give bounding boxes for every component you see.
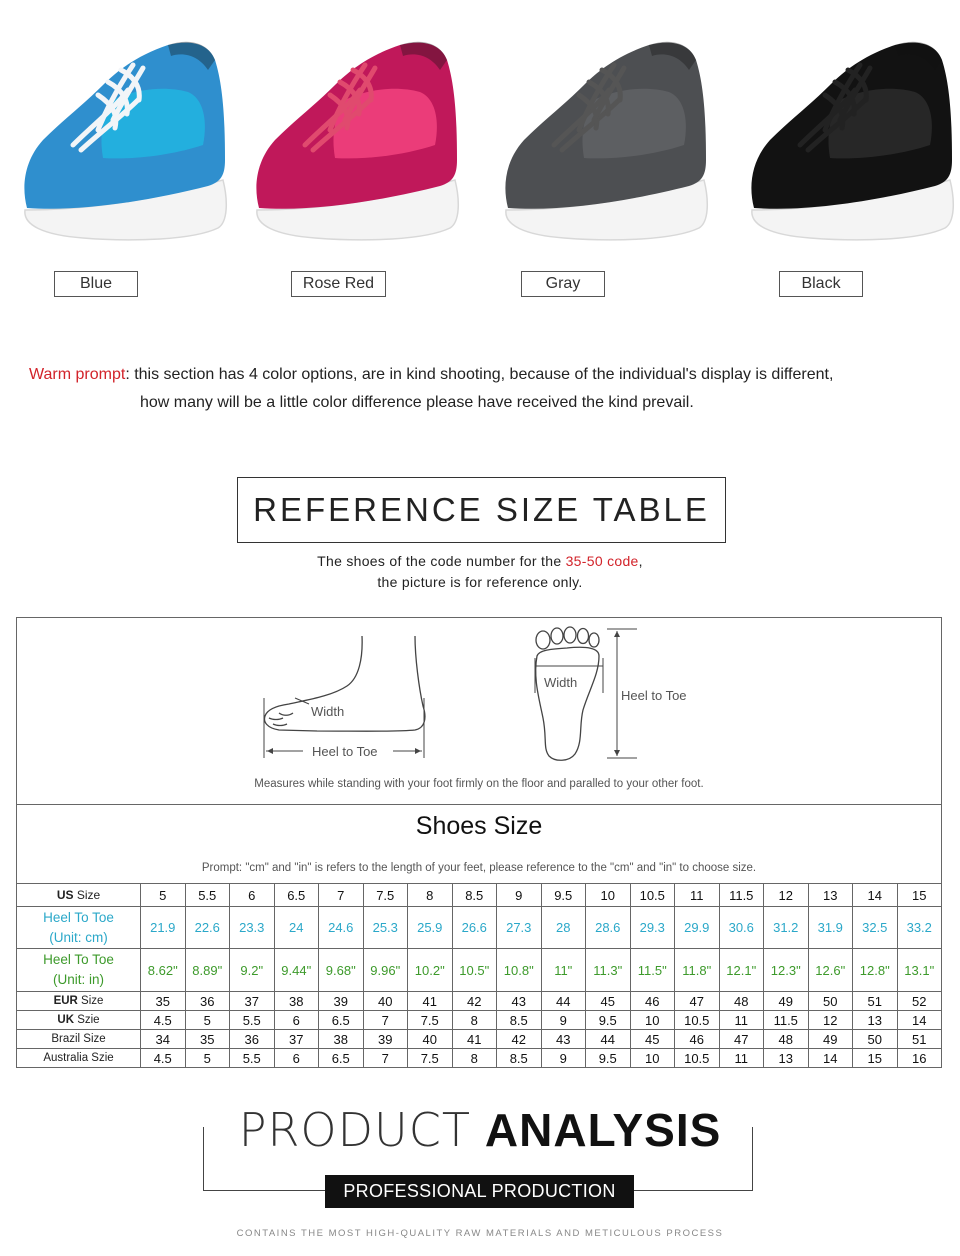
foot-diagram [17, 618, 941, 804]
measure-note: Measures while standing with your foot firmly on the floor and paralled to your other foot. [254, 778, 704, 790]
size-cell: 9 [541, 1049, 586, 1068]
size-cell: 14 [853, 884, 898, 907]
size-cell: 35 [185, 1030, 230, 1049]
size-cell: 9.44" [274, 949, 319, 992]
color-label-gray: Gray [521, 271, 605, 297]
size-cell: 24 [274, 907, 319, 949]
color-label-black: Black [779, 271, 863, 297]
row-heel-toe-in [17, 949, 942, 992]
warm-prompt-label: Warm prompt [29, 366, 126, 383]
size-cell: 10.5" [452, 949, 497, 992]
size-cell: 31.9 [808, 907, 853, 949]
size-cell: 6 [274, 1011, 319, 1030]
reference-code-range: 35-50 code [565, 553, 639, 569]
shoes-size-title: Shoes Size [415, 812, 543, 840]
size-cell: 10.5 [675, 1049, 720, 1068]
reference-sub-b: , [638, 553, 643, 569]
size-cell: 7.5 [408, 1011, 453, 1030]
size-cell: 7 [363, 1011, 408, 1030]
size-cell: 38 [319, 1030, 364, 1049]
cm-label-2: (Unit: cm) [49, 929, 108, 945]
color-options-row [0, 0, 960, 260]
warm-prompt [29, 361, 833, 417]
reference-subtitle [0, 551, 960, 593]
row-eur-size [17, 992, 942, 1011]
warm-prompt-line2: how many will be a little color difference please have received the kind prevail. [140, 394, 694, 411]
size-cell: 10 [630, 1011, 675, 1030]
size-cell: 31.2 [764, 907, 809, 949]
size-cell: 12.8" [853, 949, 898, 992]
size-cell: 11 [719, 1049, 764, 1068]
size-cell: 46 [675, 1030, 720, 1049]
size-cell: 36 [230, 1030, 275, 1049]
size-cell: 47 [675, 992, 720, 1011]
size-cell: 9.5 [541, 884, 586, 907]
us-size-header [17, 884, 141, 907]
size-cell: 29.3 [630, 907, 675, 949]
size-cell: 33.2 [897, 907, 942, 949]
warm-prompt-colon: : [125, 366, 130, 383]
size-cell: 52 [897, 992, 942, 1011]
size-cell: 46 [630, 992, 675, 1011]
top-foot-icon [536, 627, 599, 760]
side-foot-icon [265, 636, 425, 731]
size-cell: 40 [363, 992, 408, 1011]
side-width-pointer [295, 698, 309, 704]
size-cell: 5 [141, 884, 186, 907]
side-width-label: Width [311, 704, 345, 719]
size-cell: 40 [408, 1030, 453, 1049]
size-cell: 6.5 [319, 1049, 364, 1068]
size-cell: 9.68" [319, 949, 364, 992]
size-cell: 11.5 [719, 884, 764, 907]
size-cell: 48 [764, 1030, 809, 1049]
shoes-size-prompt: Prompt: "cm" and "in" is refers to the length of your feet, please reference to the "cm" and "in" to choose size. [201, 862, 757, 874]
size-cell: 11.8" [675, 949, 720, 992]
cm-label-1: Heel To Toe [43, 909, 114, 925]
top-width-label: Width [544, 675, 578, 690]
shoe-image [3, 10, 233, 255]
size-cell: 9 [541, 1011, 586, 1030]
side-heel-label: Heel to Toe [312, 744, 378, 759]
size-cell: 43 [497, 992, 542, 1011]
row-australia-size [17, 1049, 942, 1068]
size-cell: 14 [897, 1011, 942, 1030]
size-cell: 8.5 [497, 1049, 542, 1068]
eur-header [17, 992, 141, 1011]
size-cell: 8.5 [452, 884, 497, 907]
size-cell: 8.89" [185, 949, 230, 992]
size-cell: 12.1" [719, 949, 764, 992]
size-cell: 28 [541, 907, 586, 949]
shoe-photo-black [730, 10, 960, 255]
in-label-1: Heel To Toe [43, 952, 114, 967]
color-label-blue: Blue [54, 271, 138, 297]
size-cell: 6.5 [274, 884, 319, 907]
size-cell: 21.9 [141, 907, 186, 949]
cm-header [17, 907, 141, 949]
size-cell: 13 [764, 1049, 809, 1068]
size-cell: 44 [541, 992, 586, 1011]
shoe-image [235, 10, 465, 255]
size-cell: 37 [230, 992, 275, 1011]
in-label-2: (Unit: in) [52, 972, 104, 987]
size-cell: 7 [319, 884, 364, 907]
size-cell: 7.5 [363, 884, 408, 907]
shoes-size-header [16, 804, 942, 884]
size-cell: 15 [853, 1049, 898, 1068]
color-label-rose-red: Rose Red [291, 271, 386, 297]
size-cell: 9 [497, 884, 542, 907]
size-cell: 25.9 [408, 907, 453, 949]
size-cell: 8 [452, 1049, 497, 1068]
product-analysis-thin: PRODUCT [231, 1104, 477, 1156]
size-cell: 47 [719, 1030, 764, 1049]
reference-sub-a: The shoes of the code number for the [317, 553, 566, 569]
reference-sub-line2: the picture is for reference only. [377, 574, 583, 590]
size-cell: 7.5 [408, 1049, 453, 1068]
product-analysis-bold: ANALYSIS [477, 1104, 729, 1156]
size-cell: 7 [363, 1049, 408, 1068]
us-label-suffix: Size [73, 888, 101, 902]
size-cell: 34 [141, 1030, 186, 1049]
warm-prompt-line1: this section has 4 color options, are in kind shooting, because of the individual's display is different, [129, 366, 834, 383]
size-cell: 9.5 [586, 1049, 631, 1068]
size-cell: 44 [586, 1030, 631, 1049]
size-cell: 10.2" [408, 949, 453, 992]
uk-header [17, 1011, 141, 1030]
size-cell: 5 [185, 1049, 230, 1068]
size-cell: 11.5 [764, 1011, 809, 1030]
shoe-photo-blue [3, 10, 233, 255]
us-label: US [56, 888, 74, 902]
size-cell: 45 [630, 1030, 675, 1049]
size-cell: 50 [808, 992, 853, 1011]
size-cell: 49 [764, 992, 809, 1011]
size-cell: 8.5 [497, 1011, 542, 1030]
row-uk-size [17, 1011, 942, 1030]
size-cell: 39 [363, 1030, 408, 1049]
size-cell: 13 [853, 1011, 898, 1030]
size-cell: 30.6 [719, 907, 764, 949]
size-cell: 8 [452, 1011, 497, 1030]
size-cell: 50 [853, 1030, 898, 1049]
size-cell: 23.3 [230, 907, 275, 949]
top-heel-label: Heel to Toe [621, 688, 687, 703]
size-cell: 42 [452, 992, 497, 1011]
size-cell: 11 [719, 1011, 764, 1030]
size-cell: 12 [808, 1011, 853, 1030]
size-cell: 11.3" [586, 949, 631, 992]
size-cell: 9.96" [363, 949, 408, 992]
size-cell: 6.5 [319, 1011, 364, 1030]
size-cell: 10.5 [675, 1011, 720, 1030]
size-cell: 10 [586, 884, 631, 907]
row-brazil-size [17, 1030, 942, 1049]
australia-header: Australia Szie [17, 1049, 141, 1068]
size-cell: 12 [764, 884, 809, 907]
size-cell: 9.5 [586, 1011, 631, 1030]
size-cell: 6 [230, 884, 275, 907]
in-header [17, 949, 141, 992]
row-heel-toe-cm [17, 907, 942, 949]
size-table [16, 883, 942, 1068]
size-cell: 5.5 [230, 1011, 275, 1030]
size-cell: 10 [630, 1049, 675, 1068]
size-cell: 32.5 [853, 907, 898, 949]
size-cell: 9.2" [230, 949, 275, 992]
size-cell: 26.6 [452, 907, 497, 949]
eur-label: EUR [53, 995, 78, 1007]
size-cell: 8 [408, 884, 453, 907]
product-analysis-footer: CONTAINS THE MOST HIGH-QUALITY RAW MATERIALS AND METICULOUS PROCESS [236, 1228, 724, 1239]
size-cell: 25.3 [363, 907, 408, 949]
size-cell: 42 [497, 1030, 542, 1049]
size-cell: 10.5 [630, 884, 675, 907]
reference-size-title: REFERENCE SIZE TABLE [237, 477, 726, 543]
size-cell: 38 [274, 992, 319, 1011]
size-cell: 51 [853, 992, 898, 1011]
size-cell: 41 [408, 992, 453, 1011]
size-cell: 15 [897, 884, 942, 907]
size-cell: 45 [586, 992, 631, 1011]
eur-label-suffix: Size [77, 995, 104, 1007]
size-cell: 43 [541, 1030, 586, 1049]
size-cell: 29.9 [675, 907, 720, 949]
size-cell: 49 [808, 1030, 853, 1049]
shoe-image [484, 10, 714, 255]
size-cell: 27.3 [497, 907, 542, 949]
size-cell: 14 [808, 1049, 853, 1068]
size-cell: 11 [675, 884, 720, 907]
size-cell: 35 [141, 992, 186, 1011]
size-cell: 16 [897, 1049, 942, 1068]
size-cell: 13 [808, 884, 853, 907]
size-cell: 8.62" [141, 949, 186, 992]
size-cell: 22.6 [185, 907, 230, 949]
size-cell: 12.3" [764, 949, 809, 992]
size-cell: 37 [274, 1030, 319, 1049]
size-cell: 12.6" [808, 949, 853, 992]
size-cell: 51 [897, 1030, 942, 1049]
shoe-photo-rose-red [235, 10, 465, 255]
brazil-header: Brazil Size [17, 1030, 141, 1049]
size-cell: 39 [319, 992, 364, 1011]
size-cell: 11.5" [630, 949, 675, 992]
shoe-photo-gray [484, 10, 714, 255]
shoe-image [730, 10, 960, 255]
size-cell: 10.8" [497, 949, 542, 992]
size-cell: 5.5 [230, 1049, 275, 1068]
size-cell: 24.6 [319, 907, 364, 949]
uk-label-suffix: Szie [74, 1014, 100, 1026]
size-cell: 6 [274, 1049, 319, 1068]
professional-production-badge: PROFESSIONAL PRODUCTION [325, 1175, 634, 1208]
size-cell: 4.5 [141, 1011, 186, 1030]
foot-measure-panel [16, 617, 942, 805]
size-cell: 5.5 [185, 884, 230, 907]
size-cell: 48 [719, 992, 764, 1011]
row-us-size [17, 884, 942, 907]
product-analysis-title [0, 1104, 960, 1156]
size-cell: 13.1" [897, 949, 942, 992]
size-cell: 36 [185, 992, 230, 1011]
size-cell: 28.6 [586, 907, 631, 949]
size-cell: 41 [452, 1030, 497, 1049]
size-cell: 5 [185, 1011, 230, 1030]
uk-label: UK [57, 1014, 75, 1026]
size-cell: 11" [541, 949, 586, 992]
size-cell: 4.5 [141, 1049, 186, 1068]
